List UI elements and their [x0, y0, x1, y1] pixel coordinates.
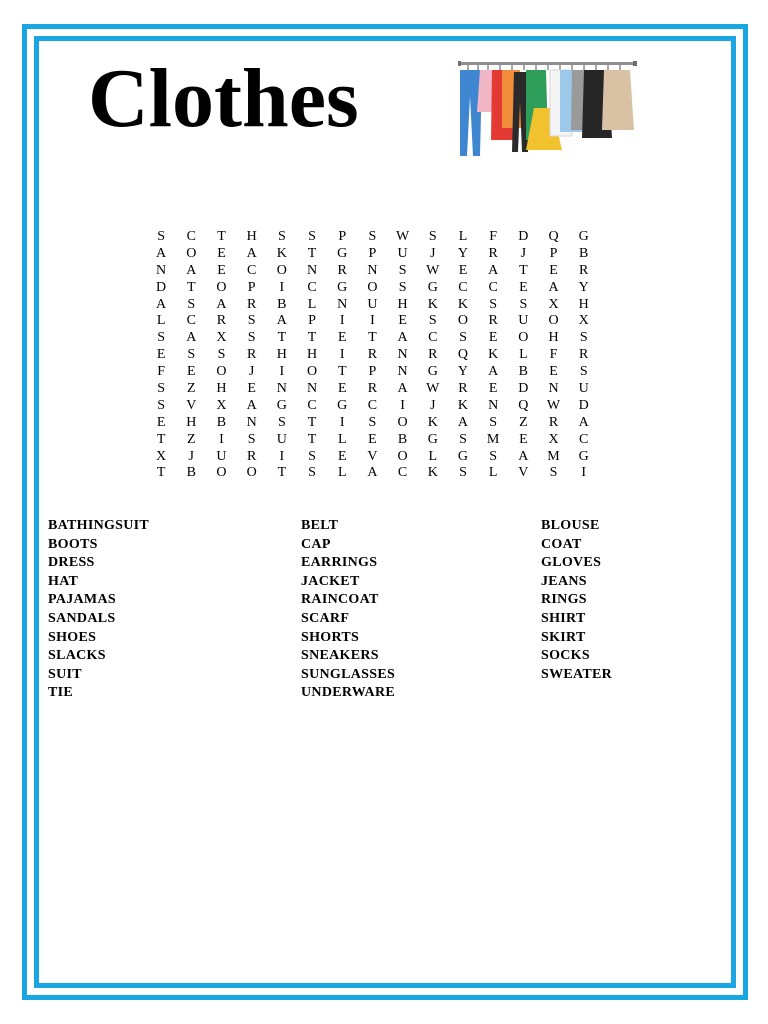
grid-letter[interactable]: E — [549, 364, 558, 380]
grid-letter[interactable]: E — [519, 279, 528, 295]
grid-letter[interactable]: D — [518, 229, 529, 244]
grid-letter[interactable]: A — [367, 465, 378, 481]
grid-letter[interactable]: I — [279, 279, 285, 295]
grid-letter[interactable]: C — [307, 397, 317, 413]
grid-letter[interactable]: I — [370, 313, 375, 329]
grid-letter[interactable]: S — [489, 296, 498, 312]
grid-letter[interactable]: R — [246, 347, 257, 363]
grid-letter[interactable]: J — [248, 364, 255, 380]
grid-letter[interactable]: D — [518, 381, 529, 397]
grid-letter[interactable]: S — [277, 229, 286, 244]
grid-letter[interactable]: Z — [187, 431, 196, 447]
grid-letter[interactable]: K — [457, 397, 469, 413]
grid-letter[interactable]: R — [337, 262, 347, 278]
grid-letter[interactable]: T — [307, 245, 317, 261]
grid-letter[interactable]: B — [579, 245, 589, 261]
grid-letter[interactable]: N — [367, 262, 378, 278]
grid-letter[interactable]: K — [276, 245, 287, 261]
grid-letter[interactable]: J — [430, 397, 436, 413]
word-list-item: BELT — [301, 518, 339, 533]
word-list-item: SLACKS — [48, 648, 106, 664]
word-list-item: SANDALS — [48, 610, 116, 626]
word-list-item: SHOES — [48, 629, 97, 645]
grid-letter[interactable]: A — [156, 245, 167, 261]
grid-letter[interactable]: S — [489, 414, 498, 430]
grid-letter[interactable]: T — [187, 279, 196, 295]
grid-letter[interactable]: I — [339, 414, 345, 430]
grid-letter[interactable]: C — [428, 330, 438, 346]
grid-letter[interactable]: E — [217, 262, 226, 278]
word-list-item: RAINCOAT — [301, 592, 379, 608]
grid-letter[interactable]: A — [578, 414, 589, 430]
word-list-column-1 — [48, 517, 149, 703]
grid-letter[interactable]: R — [579, 262, 589, 278]
grid-letter[interactable]: X — [216, 397, 227, 413]
grid-letter[interactable]: R — [488, 245, 498, 261]
word-list-item: BATHINGSUIT — [48, 518, 150, 533]
grid-letter[interactable]: I — [219, 431, 224, 447]
grid-letter[interactable]: N — [397, 347, 408, 363]
grid-letter[interactable]: T — [307, 414, 317, 430]
grid-letter[interactable]: K — [427, 296, 438, 312]
grid-letter[interactable]: E — [337, 330, 347, 346]
grid-letter[interactable]: A — [488, 364, 499, 380]
grid-letter[interactable]: I — [400, 397, 405, 413]
grid-letter[interactable]: Z — [187, 381, 196, 397]
grid-letter[interactable]: S — [579, 364, 588, 380]
grid-letter[interactable]: S — [217, 347, 226, 363]
grid-letter[interactable]: N — [548, 381, 559, 397]
grid-letter[interactable]: U — [276, 431, 287, 447]
grid-letter[interactable]: E — [519, 431, 528, 447]
grid-letter[interactable]: N — [246, 414, 257, 430]
grid-letter[interactable]: T — [277, 330, 287, 346]
grid-letter[interactable]: F — [489, 229, 498, 244]
grid-letter[interactable]: H — [548, 330, 559, 346]
grid-letter[interactable]: U — [367, 296, 378, 312]
grid-letter[interactable]: K — [427, 414, 438, 430]
grid-letter[interactable]: S — [187, 296, 196, 312]
grid-letter[interactable]: S — [459, 431, 467, 447]
word-list-item: GLOVES — [541, 555, 602, 571]
word-list-column-2 — [301, 517, 395, 703]
grid-letter[interactable]: S — [519, 296, 528, 312]
grid-letter[interactable]: T — [519, 262, 528, 278]
grid-letter[interactable]: Z — [519, 414, 528, 430]
word-search-grid — [146, 229, 599, 482]
word-list-item: SHIRT — [541, 610, 586, 626]
grid-letter[interactable]: G — [427, 431, 438, 447]
grid-letter[interactable]: L — [307, 296, 317, 312]
word-list-item: SCARF — [301, 610, 350, 626]
grid-letter[interactable]: P — [338, 229, 347, 244]
grid-letter[interactable]: S — [277, 414, 286, 430]
word-list-item: EARRINGS — [301, 555, 378, 571]
grid-letter[interactable]: G — [578, 229, 589, 244]
grid-letter[interactable]: P — [308, 313, 316, 329]
grid-letter[interactable]: G — [457, 448, 469, 464]
grid-letter[interactable]: R — [216, 313, 227, 329]
grid-letter[interactable]: O — [216, 465, 227, 481]
grid-letter[interactable]: E — [488, 330, 498, 346]
grid-letter[interactable]: G — [427, 279, 438, 295]
grid-letter[interactable]: O — [548, 313, 559, 329]
grid-letter[interactable]: S — [368, 229, 377, 244]
grid-letter[interactable]: S — [157, 397, 165, 413]
grid-letter[interactable]: G — [337, 279, 348, 295]
grid-letter[interactable]: V — [186, 397, 197, 413]
grid-letter[interactable]: B — [186, 465, 196, 481]
grid-letter[interactable]: T — [337, 364, 347, 380]
grid-letter[interactable]: I — [581, 465, 587, 481]
grid-letter[interactable]: E — [156, 414, 166, 430]
grid-letter[interactable]: H — [276, 347, 287, 363]
word-list-item: RINGS — [541, 592, 587, 608]
grid-letter[interactable]: C — [186, 313, 196, 329]
grid-letter[interactable]: E — [337, 381, 347, 397]
grid-letter[interactable]: L — [458, 229, 468, 244]
grid-letter[interactable]: L — [156, 313, 166, 329]
grid-letter[interactable]: P — [368, 364, 377, 380]
grid-letter[interactable]: M — [547, 448, 560, 464]
grid-letter[interactable]: D — [578, 397, 589, 413]
grid-letter[interactable]: A — [246, 397, 257, 413]
grid-letter[interactable]: V — [518, 465, 529, 481]
word-list-item: CAP — [301, 536, 331, 552]
grid-letter[interactable]: A — [216, 296, 227, 312]
grid-letter[interactable]: N — [306, 262, 318, 278]
grid-letter[interactable]: G — [578, 448, 589, 464]
grid-letter[interactable]: A — [518, 448, 529, 464]
grid-letter[interactable]: A — [397, 330, 408, 346]
word-list-item: SUNGLASSES — [301, 666, 396, 682]
grid-letter[interactable]: F — [549, 347, 558, 363]
word-list-item: BOOTS — [48, 536, 98, 552]
grid-letter[interactable]: X — [156, 448, 167, 464]
grid-letter[interactable]: E — [368, 431, 377, 447]
grid-letter[interactable]: S — [398, 262, 407, 278]
grid-letter[interactable]: I — [339, 347, 345, 363]
grid-letter[interactable]: Y — [457, 364, 469, 380]
grid-letter[interactable]: A — [548, 279, 559, 295]
word-list-item: SHORTS — [301, 629, 360, 645]
clothes-rack-icon — [456, 58, 640, 160]
grid-letter[interactable]: X — [578, 313, 589, 329]
grid-letter[interactable]: S — [187, 347, 196, 363]
grid-letter[interactable]: O — [306, 364, 318, 380]
grid-letter[interactable]: M — [486, 431, 500, 447]
grid-letter[interactable]: A — [457, 414, 469, 430]
word-list-item: TIE — [48, 685, 74, 701]
grid-letter[interactable]: B — [518, 364, 529, 380]
grid-letter[interactable]: H — [306, 347, 318, 363]
grid-letter[interactable]: H — [246, 229, 257, 244]
grid-letter[interactable]: S — [157, 229, 165, 244]
grid-letter[interactable]: T — [156, 465, 166, 481]
grid-letter[interactable]: N — [488, 397, 499, 413]
grid-letter[interactable]: P — [549, 245, 558, 261]
grid-letter[interactable]: U — [518, 313, 529, 329]
grid-letter[interactable]: T — [307, 431, 317, 447]
grid-letter[interactable]: J — [188, 448, 194, 464]
grid-letter[interactable]: E — [247, 381, 256, 397]
grid-letter[interactable]: A — [397, 381, 408, 397]
grid-letter[interactable]: X — [548, 431, 559, 447]
grid-letter[interactable]: T — [156, 431, 166, 447]
word-list-item: DRESS — [48, 555, 95, 571]
grid-letter[interactable]: U — [578, 381, 589, 397]
grid-letter[interactable]: A — [186, 330, 197, 346]
word-list-item: SOCKS — [541, 648, 590, 664]
grid-letter[interactable]: S — [549, 465, 558, 481]
word-list-column-3 — [541, 517, 612, 684]
grid-letter[interactable]: I — [279, 448, 285, 464]
word-list-item: BLOUSE — [541, 518, 600, 533]
grid-letter[interactable]: C — [186, 229, 196, 244]
grid-letter[interactable]: K — [457, 296, 469, 312]
grid-letter[interactable]: C — [579, 431, 589, 447]
grid-letter[interactable]: R — [579, 347, 589, 363]
grid-letter[interactable]: E — [398, 313, 407, 329]
grid-letter[interactable]: N — [397, 364, 408, 380]
grid-letter[interactable]: Y — [457, 245, 469, 261]
grid-letter[interactable]: C — [307, 279, 317, 295]
grid-letter[interactable]: R — [246, 296, 257, 312]
grid-letter[interactable]: P — [247, 279, 256, 295]
grid-letter[interactable]: B — [277, 296, 287, 312]
grid-letter[interactable]: B — [216, 414, 227, 430]
word-list-item: SNEAKERS — [301, 648, 379, 664]
grid-letter[interactable]: L — [337, 465, 347, 481]
grid-letter[interactable]: S — [157, 381, 165, 397]
grid-letter[interactable]: J — [520, 245, 527, 261]
grid-letter[interactable]: Y — [578, 279, 589, 295]
grid-letter[interactable]: E — [458, 262, 468, 278]
grid-letter[interactable]: E — [217, 245, 226, 261]
grid-letter[interactable]: C — [367, 397, 378, 413]
grid-letter[interactable]: L — [428, 448, 438, 464]
grid-letter[interactable]: K — [488, 347, 499, 363]
grid-letter[interactable]: E — [488, 381, 498, 397]
grid-letter[interactable]: N — [156, 262, 167, 278]
grid-letter[interactable]: T — [368, 330, 377, 346]
grid-letter[interactable]: L — [337, 431, 347, 447]
grid-letter[interactable]: E — [337, 448, 347, 464]
grid-letter[interactable]: E — [187, 364, 196, 380]
grid-letter[interactable]: A — [246, 245, 257, 261]
grid-letter[interactable]: W — [426, 381, 440, 397]
grid-letter[interactable]: H — [397, 296, 408, 312]
grid-letter[interactable]: S — [579, 330, 588, 346]
grid-letter[interactable]: G — [337, 245, 348, 261]
word-list-item: SUIT — [48, 666, 82, 682]
grid-letter[interactable]: S — [308, 448, 316, 464]
grid-letter[interactable]: E — [156, 347, 166, 363]
grid-letter[interactable]: O — [186, 245, 197, 261]
grid-letter[interactable]: R — [488, 313, 498, 329]
grid-letter[interactable]: S — [398, 279, 407, 295]
grid-letter[interactable]: O — [216, 279, 227, 295]
grid-letter[interactable]: L — [488, 465, 498, 481]
grid-letter[interactable]: S — [428, 229, 437, 244]
grid-letter[interactable]: C — [458, 279, 468, 295]
grid-letter[interactable]: H — [216, 381, 227, 397]
grid-letter[interactable]: E — [549, 262, 558, 278]
grid-letter[interactable]: U — [216, 448, 227, 464]
grid-letter[interactable]: R — [428, 347, 438, 363]
grid-letter[interactable]: A — [186, 262, 197, 278]
word-list-item: SKIRT — [541, 629, 586, 645]
grid-letter[interactable]: X — [216, 330, 227, 346]
grid-letter[interactable]: O — [216, 364, 227, 380]
grid-letter[interactable]: O — [457, 313, 469, 329]
grid-letter[interactable]: T — [277, 465, 287, 481]
grid-letter[interactable]: D — [156, 279, 167, 295]
page-border-inner — [34, 36, 736, 988]
grid-letter[interactable]: G — [276, 397, 287, 413]
grid-letter[interactable]: H — [578, 296, 589, 312]
grid-letter[interactable]: O — [397, 448, 408, 464]
grid-letter[interactable]: Q — [518, 397, 529, 413]
grid-letter[interactable]: G — [427, 364, 438, 380]
word-list-item: SWEATER — [541, 666, 613, 682]
grid-letter[interactable]: O — [397, 414, 408, 430]
grid-letter[interactable]: O — [276, 262, 287, 278]
grid-letter[interactable]: P — [368, 245, 377, 261]
word-list-item: COAT — [541, 536, 582, 552]
grid-letter[interactable]: N — [337, 296, 348, 312]
grid-letter[interactable]: S — [247, 431, 256, 447]
grid-letter[interactable]: S — [459, 465, 467, 481]
grid-letter[interactable]: H — [186, 414, 197, 430]
grid-letter[interactable]: R — [548, 414, 559, 430]
grid-letter[interactable]: S — [157, 330, 165, 346]
grid-letter[interactable]: N — [306, 381, 318, 397]
grid-letter[interactable]: S — [247, 330, 256, 346]
grid-letter[interactable]: O — [246, 465, 257, 481]
word-list-item: HAT — [48, 573, 79, 589]
grid-letter[interactable]: N — [276, 381, 287, 397]
grid-letter[interactable]: S — [308, 465, 316, 481]
grid-letter[interactable]: R — [367, 381, 378, 397]
grid-letter[interactable]: T — [217, 229, 226, 244]
grid-letter[interactable]: A — [276, 313, 287, 329]
grid-letter[interactable]: R — [367, 347, 378, 363]
grid-letter[interactable]: S — [368, 414, 377, 430]
grid-letter[interactable]: V — [367, 448, 378, 464]
grid-letter[interactable]: W — [546, 397, 561, 413]
grid-letter[interactable]: T — [307, 330, 317, 346]
grid-letter[interactable]: A — [488, 262, 499, 278]
grid-letter[interactable]: Q — [548, 229, 559, 244]
grid-letter[interactable]: C — [488, 279, 498, 295]
grid-letter[interactable]: S — [459, 330, 467, 346]
worksheet-title: Clothes — [88, 52, 359, 145]
grid-letter[interactable]: X — [548, 296, 559, 312]
word-list-item: JACKET — [301, 573, 360, 589]
grid-letter[interactable]: S — [247, 313, 256, 329]
grid-letter[interactable]: L — [519, 347, 528, 363]
grid-letter[interactable]: W — [395, 229, 410, 244]
grid-letter[interactable]: I — [279, 364, 285, 380]
grid-letter[interactable]: U — [397, 245, 408, 261]
grid-letter[interactable]: R — [246, 448, 257, 464]
grid-letter[interactable]: W — [426, 262, 440, 278]
grid-letter[interactable]: C — [246, 262, 257, 278]
grid-letter[interactable]: I — [339, 313, 345, 329]
word-list-item: PAJAMAS — [48, 592, 116, 608]
grid-letter[interactable]: O — [367, 279, 378, 295]
grid-letter[interactable]: R — [458, 381, 468, 397]
grid-letter[interactable]: S — [489, 448, 498, 464]
grid-letter[interactable]: F — [157, 364, 165, 380]
grid-letter[interactable]: B — [397, 431, 408, 447]
grid-letter[interactable]: A — [156, 296, 167, 312]
word-list-item: UNDERWARE — [301, 685, 395, 701]
grid-letter[interactable]: Q — [457, 347, 469, 363]
grid-letter[interactable]: J — [430, 245, 436, 261]
grid-letter[interactable]: S — [428, 313, 437, 329]
word-list-item: JEANS — [541, 573, 587, 589]
grid-letter[interactable]: G — [337, 397, 348, 413]
grid-letter[interactable]: O — [518, 330, 529, 346]
grid-letter[interactable]: K — [427, 465, 438, 481]
grid-letter[interactable]: S — [308, 229, 316, 244]
grid-letter[interactable]: C — [397, 465, 408, 481]
